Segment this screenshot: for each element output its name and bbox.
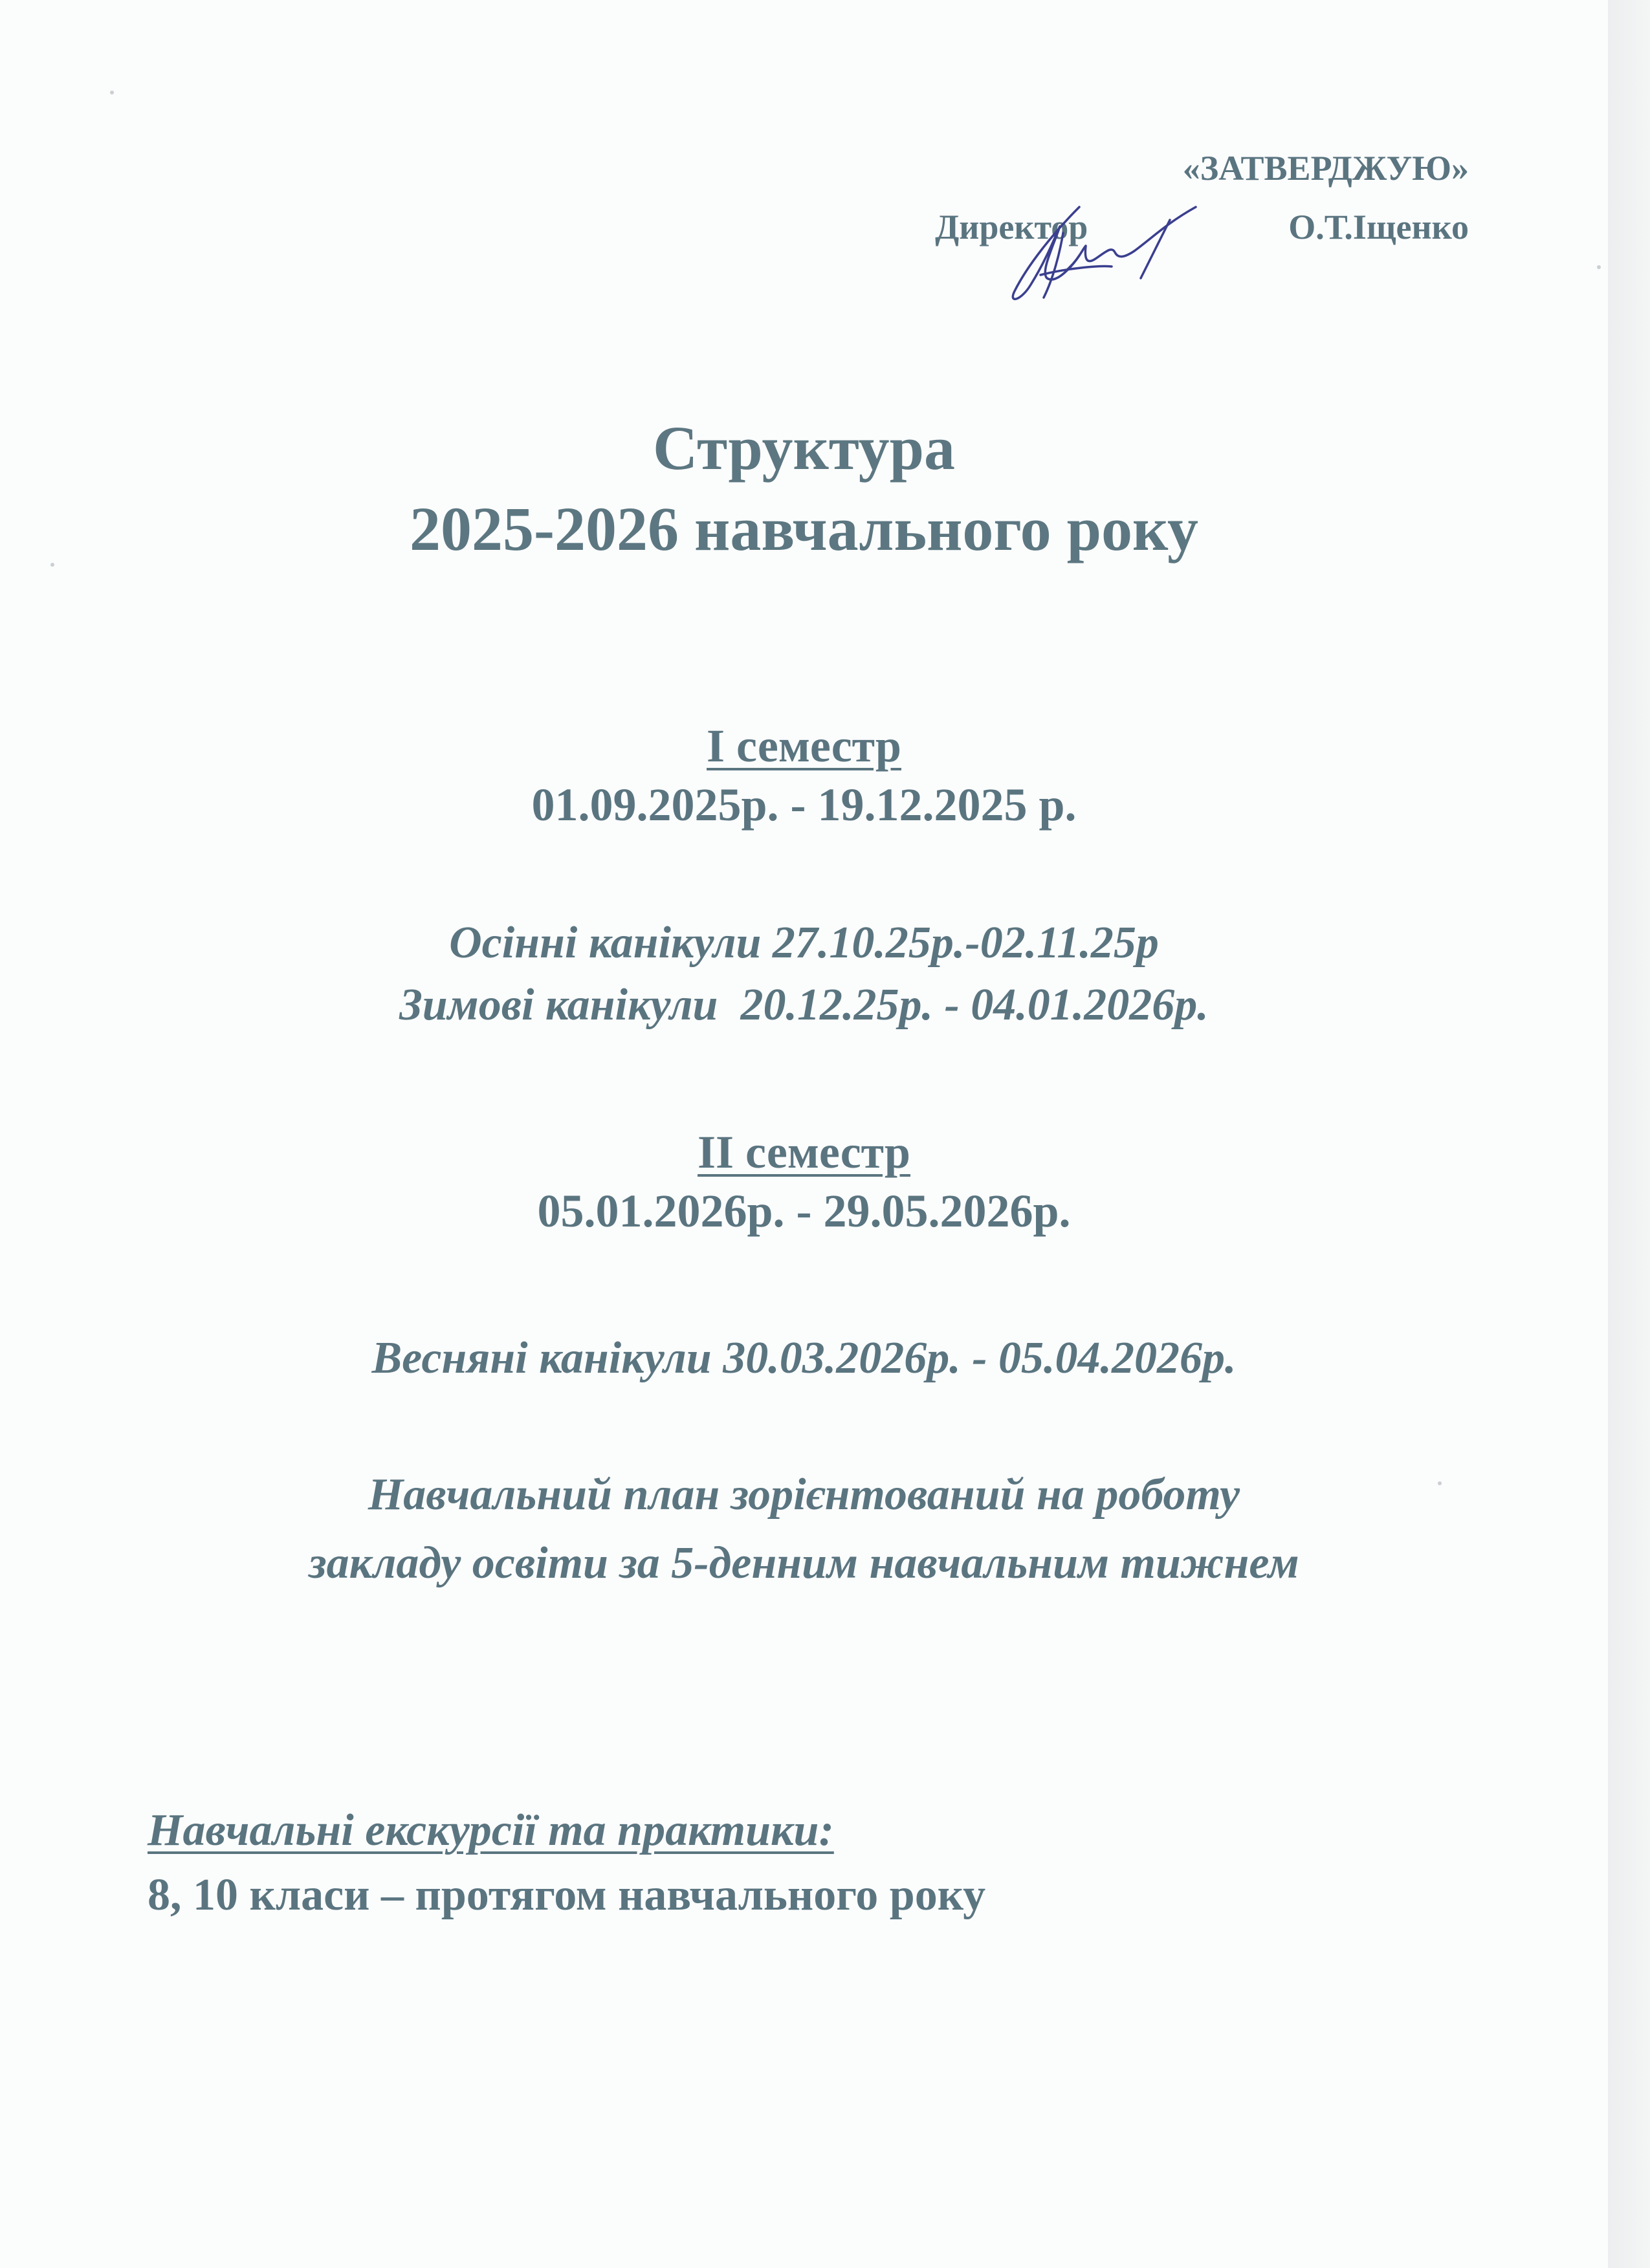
director-label: Директор: [935, 207, 1088, 246]
study-plan-note: [0, 1461, 1608, 1598]
director-name: О.Т.Іщенко: [1288, 207, 1469, 246]
semester-2-heading: ІІ семестр: [698, 1126, 910, 1178]
paper-speck: [110, 91, 114, 94]
autumn-holidays: Осінні канікули 27.10.25р.-02.11.25р: [449, 918, 1159, 968]
semester-1: [0, 717, 1608, 834]
semester-1-dates: 01.09.2025р. - 19.12.2025 р.: [531, 779, 1077, 831]
title-line-2: 2025-2026 навчального року: [410, 494, 1198, 563]
approval-stamp: «ЗАТВЕРДЖУЮ»: [1182, 149, 1469, 188]
spring-holidays-block: [0, 1327, 1608, 1390]
study-plan-line-1: Навчальний план зорієнтований на роботу: [368, 1470, 1240, 1520]
spring-holidays: Весняні канікули 30.03.2026р. - 05.04.2026р.: [371, 1333, 1237, 1383]
excursions-heading: Навчальні екскурсії та практики:: [148, 1805, 834, 1855]
winter-holidays: Зимові канікули 20.12.25р. - 04.01.2026р.: [399, 980, 1209, 1030]
study-plan-line-2: закладу освіти за 5-денним навчальним тижнем: [309, 1538, 1299, 1588]
semester-2: [0, 1123, 1608, 1241]
page-title: [0, 408, 1608, 569]
title-line-1: Структура: [652, 413, 956, 483]
paper-speck: [1597, 265, 1601, 269]
excursions-block: [148, 1798, 985, 1928]
semester-1-holidays: [0, 912, 1608, 1036]
page-edge: [1608, 0, 1650, 2268]
semester-2-dates: 05.01.2026р. - 29.05.2026р.: [537, 1185, 1071, 1237]
signature-icon: [1002, 194, 1222, 311]
semester-1-heading: І семестр: [707, 720, 901, 772]
excursions-text: 8, 10 класи – протягом навчального року: [148, 1870, 986, 1920]
